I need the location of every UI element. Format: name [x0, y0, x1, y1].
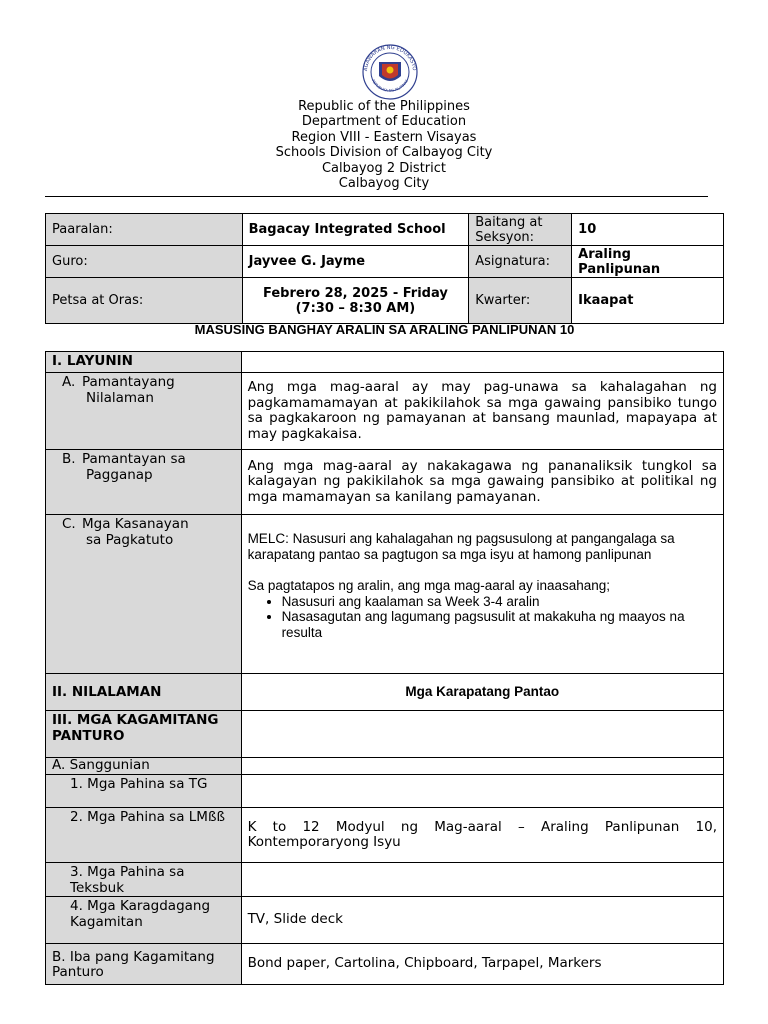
- kasanayan-content: [241, 515, 723, 674]
- lm-label: 2. Mga Pahina sa LMßß: [46, 808, 242, 863]
- kagamitan-heading: III. MGA KAGAMITANG PANTURO: [46, 711, 242, 758]
- melc-text: MELC: Nasusuri ang kahalagahan ng pagsusulong at pangangalaga sa karapatang pantao sa pagtugon sa mga isyu at hamong panlipunan: [247, 531, 675, 562]
- sanggunian-label: A. Sanggunian: [46, 758, 242, 775]
- label-line: Pagganap: [86, 466, 153, 483]
- list-item: • Nasasagutan ang lagumang pagsusulit at makakuha ng maayos na resulta: [282, 609, 717, 640]
- label-line: Pamantayang: [82, 374, 175, 390]
- info-table: [45, 213, 724, 324]
- header-line: Schools Division of Calbayog City: [275, 145, 493, 161]
- header-line: Region VIII - Eastern Visayas: [291, 129, 477, 145]
- petsa-label: Petsa at Oras:: [46, 278, 243, 324]
- guro-value: Jayvee G. Jayme: [242, 246, 469, 278]
- karagdagan-value: TV, Slide deck: [241, 897, 723, 944]
- nilalaman-heading: II. NILALAMAN: [46, 674, 242, 711]
- teksbuk-empty: [241, 863, 723, 897]
- asignatura-label: Asignatura:: [469, 246, 572, 278]
- seal-text: AGAWARAN NG EDUKASYO: [362, 44, 418, 72]
- pamantayang-nilalaman-label: [46, 373, 242, 450]
- layunin-empty: [241, 352, 723, 373]
- baitang-value: 10: [572, 214, 724, 246]
- item-letter: B.: [62, 451, 76, 467]
- pamantayang-nilalaman-text: Ang mga mag-aaral ay may pag-unawa sa kahalagahan ng pagkamamamayan at pakikilahok sa mga gawaing pansibiko tungo sa pagkakaroon ng pamayanan at bansang maunlad, mapayapa at may pagkakaisa.: [241, 373, 723, 450]
- tg-label: 1. Mga Pahina sa TG: [46, 775, 242, 808]
- header-line: Department of Education: [301, 114, 467, 130]
- nilalaman-value: Mga Karapatang Pantao: [241, 674, 723, 711]
- list-item: • Nasusuri ang kaalaman sa Week 3-4 aralin: [282, 594, 717, 610]
- layunin-heading: I. LAYUNIN: [46, 352, 242, 373]
- header-divider: [45, 196, 708, 197]
- paaralan-value: Bagacay Integrated School: [242, 214, 469, 246]
- iba-value: Bond paper, Cartolina, Chipboard, Tarpapel, Markers: [241, 944, 723, 985]
- baitang-label: Baitang at Seksyon:: [469, 214, 572, 246]
- objectives-intro: Sa pagtatapos ng aralin, ang mga mag-aaral ay inaasahang;: [247, 578, 611, 593]
- tg-empty: [241, 775, 723, 808]
- teksbuk-label: 3. Mga Pahina sa Teksbuk: [46, 863, 242, 897]
- header-line: Republic of the Philippines: [298, 99, 470, 114]
- kwarter-label: Kwarter:: [469, 278, 572, 324]
- iba-label: B. Iba pang Kagamitang Panturo: [46, 944, 242, 985]
- asignatura-value: Araling Panlipunan: [572, 246, 724, 278]
- kwarter-value: Ikaapat: [572, 278, 724, 324]
- sanggunian-empty: [241, 758, 723, 775]
- paaralan-label: Paaralan:: [46, 214, 243, 246]
- lesson-plan-title: MASUSING BANGHAY ARALIN SA ARALING PANLIPUNAN 10: [194, 322, 575, 337]
- document-header: [0, 99, 768, 191]
- petsa-date: Febrero 28, 2025 - Friday: [263, 285, 448, 301]
- pamantayan-pagganap-label: [46, 450, 242, 515]
- seal-bottom-text: REPUBLIKA NG PILIPINAS: [371, 78, 409, 93]
- item-letter: C.: [62, 516, 76, 532]
- objectives-list: [248, 594, 717, 641]
- lesson-plan-table: [45, 351, 724, 985]
- label-line: sa Pagkatuto: [86, 531, 174, 548]
- lm-value: K to 12 Modyul ng Mag-aaral – Araling Panlipunan 10, Kontemporaryong Isyu: [241, 808, 723, 863]
- karagdagan-label: 4. Mga Karagdagang Kagamitan: [46, 897, 242, 944]
- guro-label: Guro:: [46, 246, 243, 278]
- item-letter: A.: [62, 374, 76, 390]
- kagamitan-empty: [241, 711, 723, 758]
- label-line: Nilalaman: [86, 389, 154, 406]
- label-line: Pamantayan sa: [82, 451, 186, 467]
- header-line: Calbayog City: [338, 176, 430, 192]
- kasanayan-label: [46, 515, 242, 674]
- petsa-time: (7:30 – 8:30 AM): [295, 300, 416, 316]
- deped-seal: [355, 44, 425, 100]
- header-line: Calbayog 2 District: [321, 160, 446, 176]
- label-line: Mga Kasanayan: [82, 516, 189, 532]
- petsa-value: [242, 278, 469, 324]
- pamantayan-pagganap-text: Ang mga mag-aaral ay nakakagawa ng pananaliksik tungkol sa kalagayan ng pakikilahok sa mga gawaing pansibiko at politikal ng mga mamamayan sa kanilang pamayanan.: [241, 450, 723, 515]
